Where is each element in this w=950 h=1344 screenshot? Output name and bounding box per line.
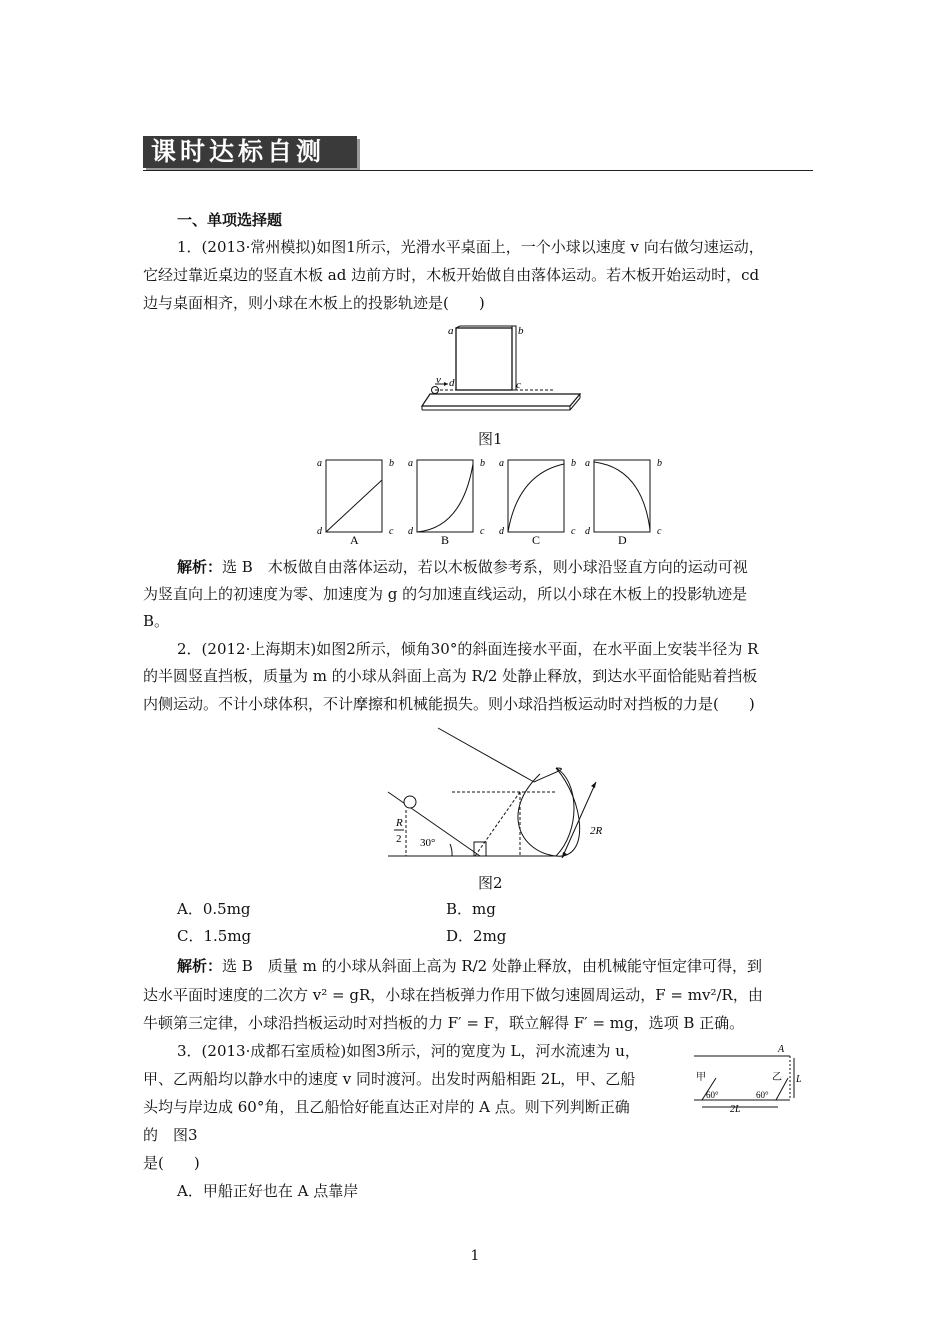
svg-text:b: b [571,458,576,469]
q1-line-2: 它经过靠近桌边的竖直木板 ad 边前方时，木板开始做自由落体运动。若木板开始运动时，cd [143,266,760,284]
q2-choice-c: C．1.5mg [177,927,252,945]
svg-text:b: b [657,458,662,469]
q2-choice-a: A．0.5mg [177,900,251,918]
q3-line-3: 头均与岸边成 60°角，且乙船恰好能直达正对岸的 A 点。则下列判断正确 [143,1098,630,1116]
q3-line-5: 是( ) [143,1154,200,1172]
figure-2 [380,722,620,870]
fig3-label-a: A [778,1044,785,1055]
option-c-graph [499,458,576,546]
fig2-caption: 图2 [478,874,503,892]
q1-line-3: 边与桌面相齐，则小球在木板上的投影轨迹是( ) [143,294,485,312]
svg-text:b: b [389,458,394,469]
q2-analysis-line-1: 解析：选 B 质量 m 的小球从斜面上高为 R/2 处静止释放，由机械能守恒定律可得，到 [177,957,762,975]
q3-line-1: 3．(2013·成都石室质检)如图3所示，河的宽度为 L，河水流速为 u， [177,1042,640,1060]
fig2-label-2r: 2R [590,825,603,837]
q2-line-1: 2．(2012·上海期末)如图2所示，倾角30°的斜面连接水平面，在水平面上安装半径为 R [177,640,759,658]
q1-line-1: 1．(2013·常州模拟)如图1所示，光滑水平桌面上，一个小球以速度 v 向右做匀速运动， [177,238,764,256]
q1-analysis-line-3: B。 [143,612,170,630]
fig3-label-2l: 2L [730,1104,741,1112]
option-a-graph [317,458,394,546]
q3-line-4: 的 图3 [143,1126,198,1144]
q2-choice-b: B．mg [446,900,496,918]
option-a-label: A [350,533,359,546]
q2-analysis-line-2: 达水平面时速度的二次方 v² = gR，小球在挡板弹力作用下做匀速圆周运动，F = mv²/R，由 [143,986,763,1004]
fig1-label-c: c [516,379,521,391]
fig2-label-r: R [396,817,403,829]
q1-analysis-line-1: 解析：选 B 木板做自由落体运动，若以木板做参考系，则小球沿竖直方向的运动可视 [177,558,748,576]
q2-analysis-line-3: 牛顿第三定律，小球沿挡板运动时对挡板的力 F′ = F，联立解得 F′ = mg，选项 B 正确。 [143,1014,745,1032]
option-d-graph [585,458,662,546]
fig2-label-2: 2 [396,833,402,845]
svg-text:d: d [408,526,413,537]
fig1-caption: 图1 [478,430,503,448]
option-d-label: D [618,533,627,546]
q3-choice-a: A．甲船正好也在 A 点靠岸 [177,1182,359,1200]
q1-analysis-line-2: 为竖直向上的初速度为零、加速度为 g 的匀加速直线运动，所以小球在木板上的投影轨迹是 [143,585,748,603]
fig2-angle: 30° [420,837,436,849]
svg-text:b: b [480,458,485,469]
q3-line-2: 甲、乙两船均以静水中的速度 v 同时渡河。出发时两船相距 2L，甲、乙船 [143,1070,636,1088]
q2-line-3: 内侧运动。不计小球体积，不计摩擦和机械能损失。则小球沿挡板运动时对挡板的力是( ) [143,695,755,713]
svg-text:d: d [499,526,504,537]
fig3-label-jia: 甲 [696,1072,706,1083]
fig1-label-d: d [449,377,455,389]
section-banner: 课时达标自测 [143,136,357,168]
header-rule [143,170,813,171]
option-b-label: B [441,533,450,546]
svg-text:c: c [571,526,576,537]
svg-text:a: a [585,458,590,469]
q2-choice-d: D．2mg [446,927,507,945]
svg-text:c: c [480,526,485,537]
figure-3 [690,1040,808,1112]
q1-option-graphs [312,454,672,546]
svg-text:d: d [585,526,590,537]
option-b-graph [408,458,485,546]
svg-text:d: d [317,526,322,537]
figure-1 [420,322,590,412]
fig1-label-b: b [518,325,524,337]
svg-text:c: c [657,526,662,537]
option-c-label: C [532,533,541,546]
fig3-angle-2: 60° [756,1090,769,1100]
fig3-label-yi: 乙 [772,1072,782,1083]
q2-line-2: 的半圆竖直挡板，质量为 m 的小球从斜面上高为 R/2 处静止释放，到达水平面恰能贴着挡板 [143,667,758,685]
fig1-label-a: a [448,325,454,337]
page-number: 1 [470,1248,480,1264]
fig1-label-v: v [436,374,441,386]
section-title: 一、单项选择题 [177,211,283,229]
svg-text:a: a [499,458,504,469]
svg-text:a: a [317,458,322,469]
fig3-angle-1: 60° [706,1090,719,1100]
svg-text:a: a [408,458,413,469]
fig3-label-l: L [796,1074,802,1085]
svg-text:c: c [389,526,394,537]
